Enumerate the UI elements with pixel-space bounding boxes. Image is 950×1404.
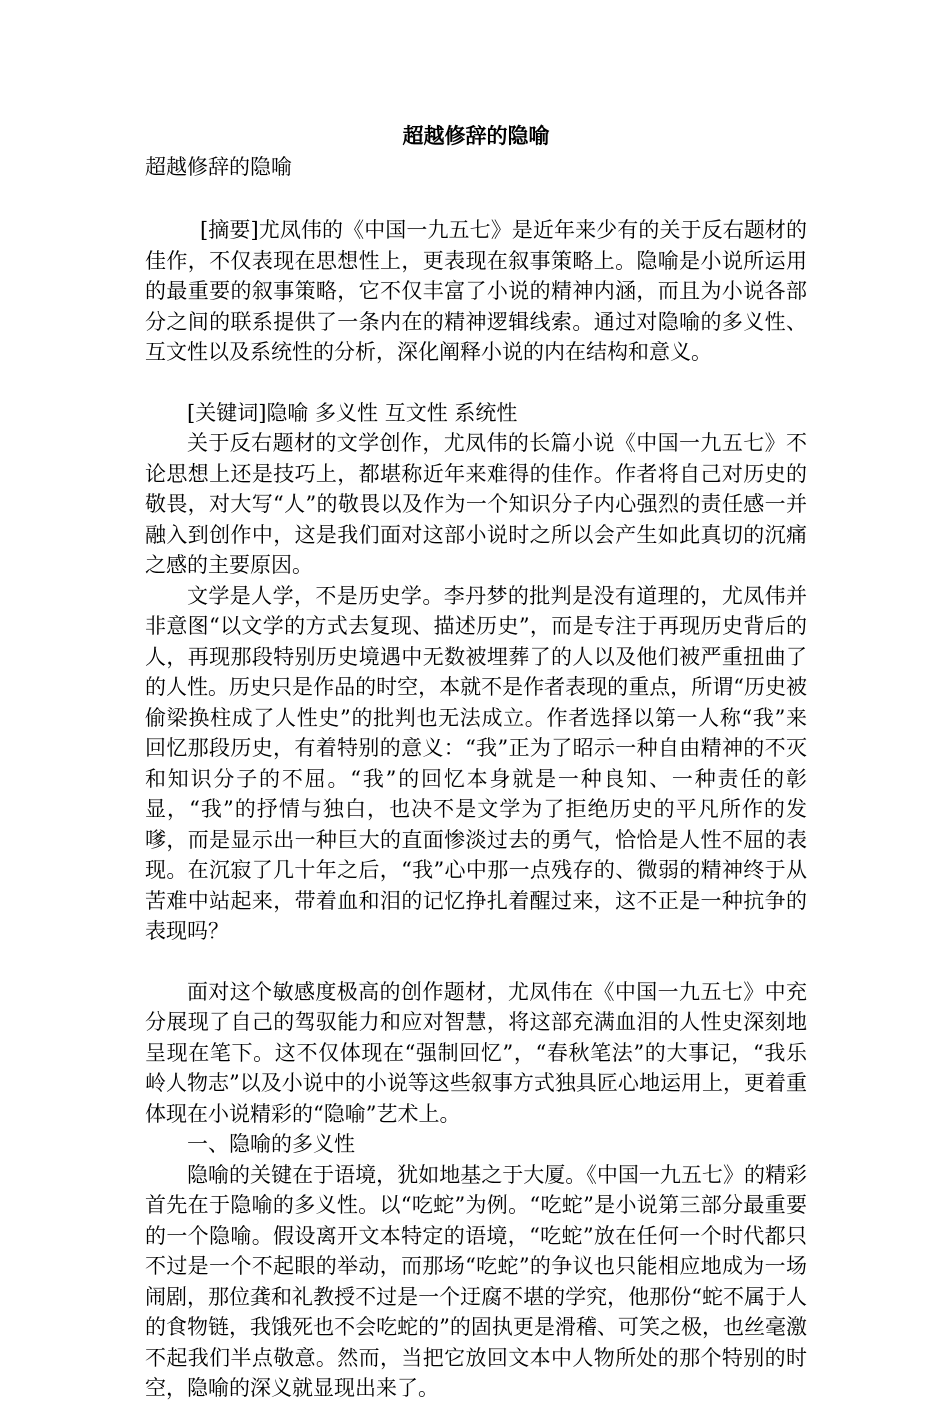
body-paragraph-3: 面对这个敏感度极高的创作题材，尤凤伟在《中国一九五七》中充分展现了自己的驾驭能力和应对智慧，将这部充满血泪的人性史深刻地呈现在笔下。这不仅体现在“强制回忆”，“春秋笔法”的大事记，“我乐岭人物志”以及小说中的小说等这些叙事方式独具匠心地运用上，更着重体现在小说精彩的“隐喻”艺术上。 [145,979,807,1126]
section-heading-1: 一、隐喻的多义性 [187,1132,355,1156]
body-paragraph-4: 隐喻的关键在于语境，犹如地基之于大厦。《中国一九五七》的精彩首先在于隐喻的多义性。以“吃蛇”为例。“吃蛇”是小说第三部分最重要的一个隐喻。假设离开文本特定的语境，“吃蛇”放在任何一个时代都只不过是一个不起眼的举动，而那场“吃蛇”的争议也只能相应地成为一场闹剧，那位龚和礼教授不过是一个迂腐不堪的学究，他那份“蛇不属于人的食物链，我饿死也不会吃蛇的”的固执更是滑稽、可笑之极，也丝毫激不起我们半点敬意。然而，当把它放回文本中人物所处的那个特别的时空，隐喻的深义就显现出来了。 [145,1162,807,1400]
document-page [145,120,807,1404]
document-title: 超越修辞的隐喻 [402,124,550,148]
body-paragraph-1: 关于反右题材的文学创作，尤凤伟的长篇小说《中国一九五七》不论思想上还是技巧上，都堪称近年来难得的佳作。作者将自己对历史的敬畏，对大写“人”的敬畏以及作为一个知识分子内心强烈的责任感一并融入到创作中，这是我们面对这部小说时之所以会产生如此真切的沉痛之感的主要原因。 [145,431,807,577]
keywords-line: [关键词]隐喻 多义性 互文性 系统性 [187,400,518,425]
body-paragraph-2: 文学是人学，不是历史学。李丹梦的批判是没有道理的，尤凤伟并非意图“以文学的方式去复现、描述历史”，而是专注于再现历史背后的人，再现那段特别历史境遇中无数被埋葬了的人以及他们被严重扭曲了的人性。历史只是作品的时空，本就不是作者表现的重点，所谓“历史被偷梁换柱成了人性史”的批判也无法成立。作者选择以第一人称“我”来回忆那段历史，有着特别的意义：“我”正为了昭示一种自由精神的不灭和知识分子的不屈。“我”的回忆本身就是一种良知、一种责任的彰显，“我”的抒情与独白，也决不是文学为了拒绝历史的平凡所作的发嗲，而是显示出一种巨大的直面惨淡过去的勇气，恰恰是人性不屈的表现。在沉寂了几十年之后，“我”心中那一点残存的、微弱的精神终于从苦难中站起来，带着血和泪的记忆挣扎着醒过来，这不正是一种抗争的表现吗？ [145,583,807,943]
document-subtitle: 超越修辞的隐喻 [145,155,292,179]
abstract-paragraph: [摘要]尤凤伟的《中国一九五七》是近年来少有的关于反右题材的佳作，不仅表现在思想性上，更表现在叙事策略上。隐喻是小说所运用的最重要的叙事策略，它不仅丰富了小说的精神内涵，而且为小说各部分之间的联系提供了一条内在的精神逻辑线索。通过对隐喻的多义性、互文性以及系统性的分析，深化阐释小说的内在结构和意义。 [145,218,807,364]
